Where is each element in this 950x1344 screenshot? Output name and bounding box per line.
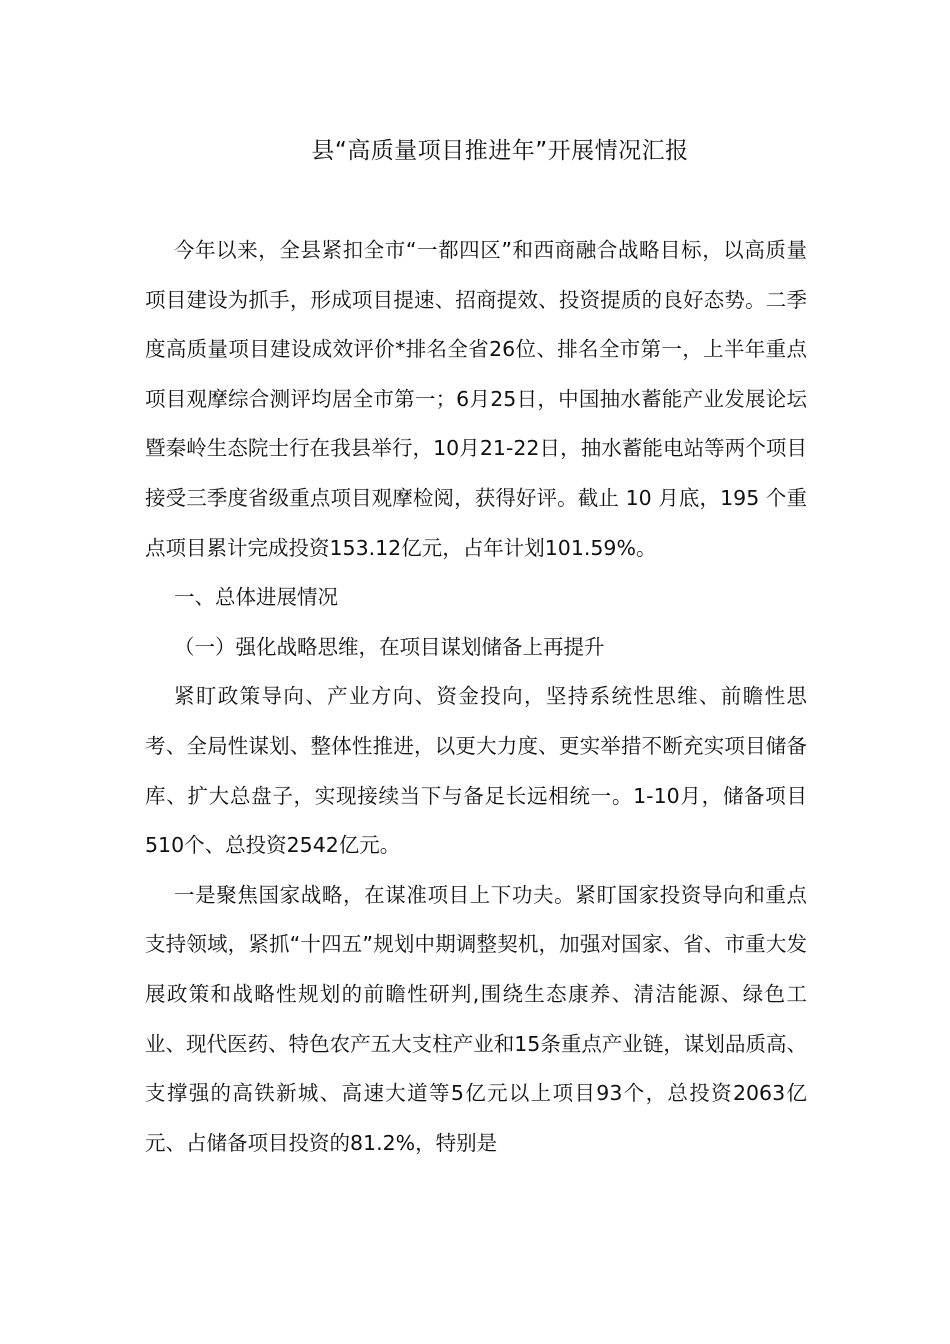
national-strategy-paragraph: 一是聚焦国家战略，在谋准项目上下功夫。紧盯国家投资导向和重点支持领域，紧抓“十四五”规划中期调整契机，加强对国家、省、市重大发展政策和战略性规划的前瞻性研判,围绕生态康养、清洁能源、绿色工业、现代医药、特色农产五大支柱产业和15条重点产业链，谋划品质高、支撑强的高铁新城、高速大道等5亿元以上项目93个，总投资2063亿元、占储备项目投资的81.2%，特别是 [145, 882, 807, 1155]
intro-paragraph: 今年以来，全县紧扣全市“一都四区”和西商融合战略目标，以高质量项目建设为抓手，形成项目提速、招商提效、投资提质的良好态势。二季度高质量项目建设成效评价*排名全省26位、排名全市第一，上半年重点项目观摩综合测评均居全市第一；6月25日，中国抽水蓄能产业发展论坛暨秦岭生态院士行在我县举行，10月21-22日，抽水蓄能电站等两个项目接受三季度省级重点项目观摩检阅，获得好评。截止 10 月底，195 个重点项目累计完成投资153.12亿元，占年计划101.59%。 [145, 238, 807, 560]
project-reserve-paragraph: 紧盯政策导向、产业方向、资金投向，坚持系统性思维、前瞻性思考、全局性谋划、整体性推进，以更大力度、更实举措不断充实项目储备库、扩大总盘子，实现接续当下与备足长远相统一。1-10月，储备项目510个、总投资2542亿元。 [145, 684, 807, 858]
document-title: 县“高质量项目推进年”开展情况汇报 [311, 138, 689, 164]
document-body [145, 226, 807, 1168]
subsection-heading-strategy: （一）强化战略思维，在项目谋划储备上再提升 [174, 634, 605, 659]
section-heading-overall-progress: 一、总体进展情况 [174, 585, 338, 610]
